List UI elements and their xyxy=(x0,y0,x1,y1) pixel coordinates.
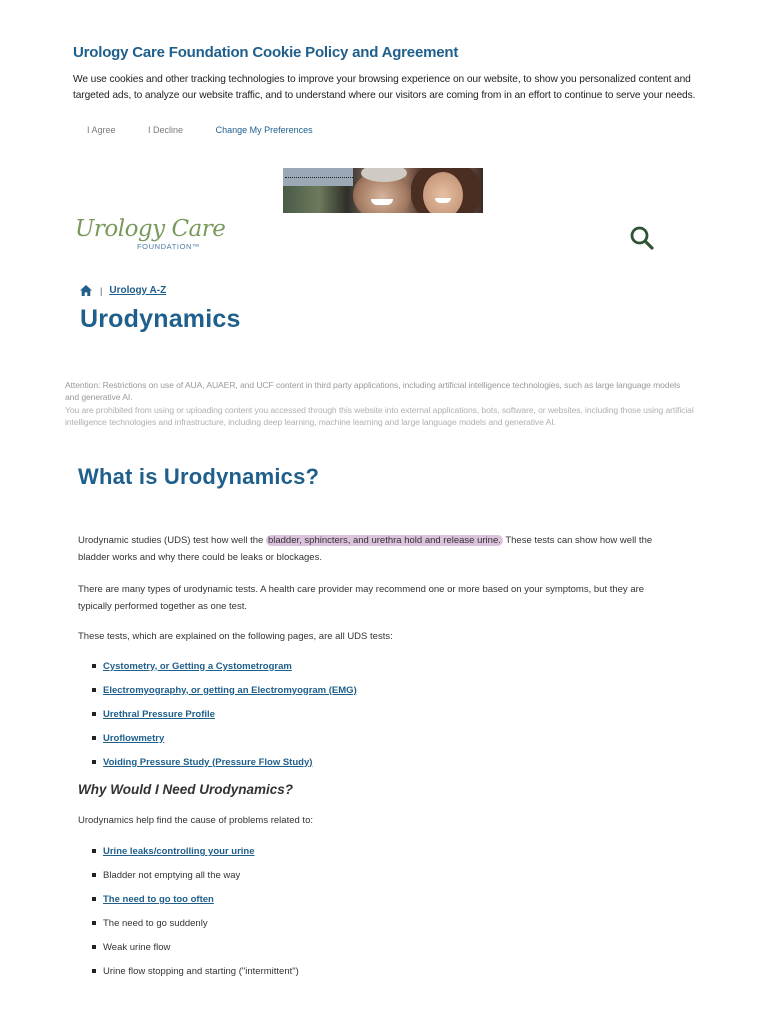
link-electromyography[interactable]: Electromyography, or getting an Electromyogram (EMG) xyxy=(103,684,357,696)
link-cystometry[interactable]: Cystometry, or Getting a Cystometrogram xyxy=(103,660,292,672)
photo-dotted-line xyxy=(285,177,353,178)
ai-restriction-notice xyxy=(65,379,695,429)
problem-text: Bladder not emptying all the way xyxy=(103,870,241,881)
breadcrumb-link-urology-a-z[interactable]: Urology A-Z xyxy=(109,285,167,296)
problem-text: Urine flow stopping and starting ("intermittent") xyxy=(103,966,299,977)
logo-subtitle: FOUNDATION™ xyxy=(137,242,201,251)
cookie-text: We use cookies and other tracking technologies to improve your browsing experience on our website, to show you personalized content and targeted ads, to analyze our website traffic, and to understand where our visitors are coming from in an effort to continue to serve your needs. xyxy=(73,74,696,101)
link-urine-leaks[interactable]: Urine leaks/controlling your urine xyxy=(103,846,255,857)
search-icon xyxy=(628,224,656,252)
list-item xyxy=(92,941,678,965)
banner-photo xyxy=(283,168,483,213)
intro-text-before: Urodynamic studies (UDS) test how well the xyxy=(78,535,264,546)
list-item xyxy=(92,893,678,917)
list-item xyxy=(92,869,678,893)
cookie-banner xyxy=(0,0,768,160)
cookie-actions xyxy=(87,125,343,135)
page-title: Urodynamics xyxy=(80,305,241,333)
list-item xyxy=(92,732,678,756)
link-urethral-pressure-profile[interactable]: Urethral Pressure Profile xyxy=(103,708,215,720)
agree-button[interactable]: I Agree xyxy=(87,125,116,135)
uds-tests-list xyxy=(78,660,678,780)
main-content xyxy=(78,464,678,989)
home-icon[interactable] xyxy=(80,285,92,296)
list-item xyxy=(92,965,678,989)
problems-list xyxy=(78,845,678,989)
link-voiding-pressure-study[interactable]: Voiding Pressure Study (Pressure Flow Study) xyxy=(103,756,313,768)
cookie-title: Urology Care Foundation Cookie Policy and Agreement xyxy=(73,44,459,61)
problems-intro-paragraph: Urodynamics help find the cause of problems related to: xyxy=(78,814,313,826)
problem-text: The need to go suddenly xyxy=(103,918,208,929)
decline-button[interactable]: I Decline xyxy=(148,125,184,135)
list-item xyxy=(92,708,678,732)
photo-man-smile xyxy=(371,199,393,205)
tests-intro-paragraph: These tests, which are explained on the following pages, are all UDS tests: xyxy=(78,631,393,642)
search-button[interactable] xyxy=(628,224,656,252)
subsection-heading: Why Would I Need Urodynamics? xyxy=(78,781,294,797)
photo-woman-smile xyxy=(435,198,451,203)
intro-paragraph xyxy=(78,533,678,566)
notice-attention-text: Attention: Restrictions on use of AUA, AUAER, and UCF content in third party applications, including artificial intelligence technologies, such as large language models and generative AI. xyxy=(65,380,681,403)
problem-text: Weak urine flow xyxy=(103,942,171,953)
link-need-to-go-too-often[interactable]: The need to go too often xyxy=(103,894,214,905)
list-item xyxy=(92,917,678,941)
list-item xyxy=(92,756,678,780)
highlighted-text: bladder, sphincters, and urethra hold and release urine. xyxy=(267,535,501,546)
change-preferences-button[interactable]: Change My Preferences xyxy=(215,125,313,135)
section-heading: What is Urodynamics? xyxy=(78,464,320,489)
logo-wordmark: Urology Care xyxy=(75,216,226,242)
breadcrumb-separator: | xyxy=(100,285,103,296)
list-item xyxy=(92,660,678,684)
site-logo[interactable] xyxy=(75,216,226,251)
photo-woman-face xyxy=(423,172,463,213)
list-item xyxy=(92,845,678,869)
list-item xyxy=(92,684,678,708)
link-uroflowmetry[interactable]: Uroflowmetry xyxy=(103,732,165,744)
intro-text-after: These tests can show how well the bladder works and why there could be leaks or blockages. xyxy=(78,535,653,563)
breadcrumb xyxy=(80,285,166,296)
types-paragraph: There are many types of urodynamic tests. A health care provider may recommend one or more based on your symptoms, but they are typically performed together as one test. xyxy=(78,584,645,612)
notice-prohibition-text: You are prohibited from using or uploading content you accessed through this website into external applications, bots, software, or websites, including those using artificial intelligence technologies and infrastructure, including deep learning, machine learning and large language models and generative AI. xyxy=(65,404,694,428)
